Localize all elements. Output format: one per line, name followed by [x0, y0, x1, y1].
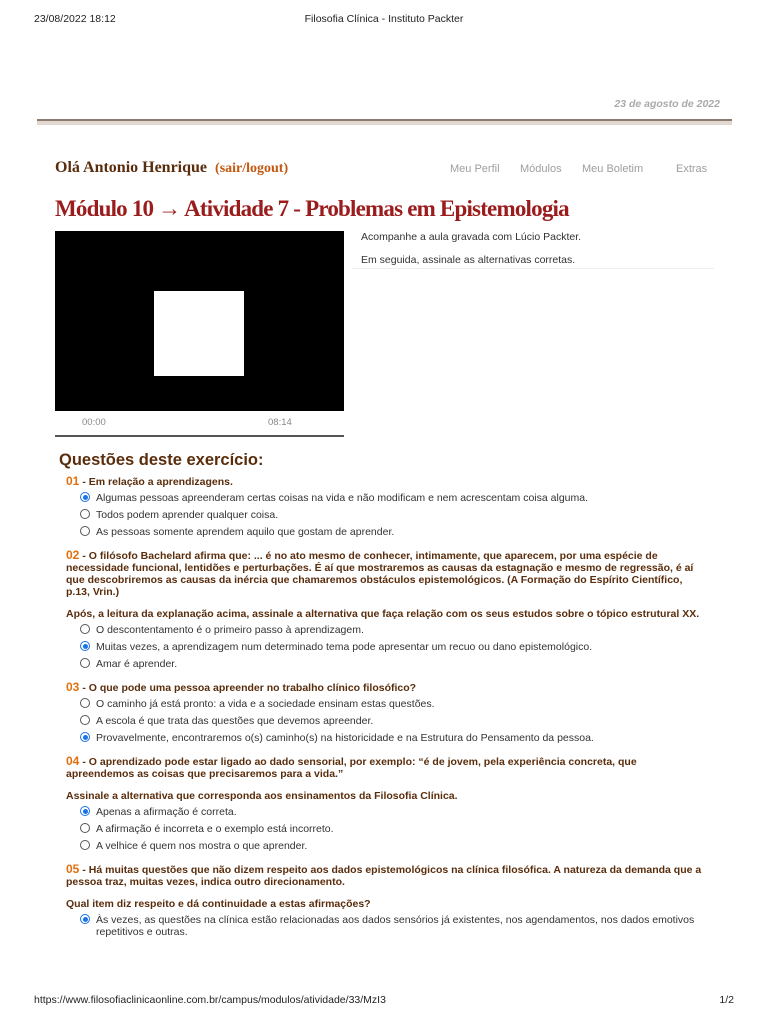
radio-button[interactable]: [80, 526, 90, 536]
radio-button[interactable]: [80, 624, 90, 634]
answer-options: [80, 698, 706, 744]
radio-button-selected[interactable]: [80, 732, 90, 742]
print-page-title: Filosofia Clínica - Instituto Packter: [304, 13, 464, 25]
print-header: [0, 13, 768, 27]
question-number: 04: [66, 754, 80, 768]
answer-option: [80, 492, 706, 504]
video-player[interactable]: [55, 231, 344, 411]
answer-option: [80, 823, 706, 835]
answer-option: [80, 698, 706, 710]
answer-option: [80, 840, 706, 852]
question-instruction: Assinale a alternativa que corresponda aos ensinamentos da Filosofia Clínica.: [66, 790, 458, 802]
answer-option: [80, 509, 706, 521]
radio-button-selected[interactable]: [80, 492, 90, 502]
question-number: 01: [66, 474, 80, 488]
answer-option: [80, 914, 706, 938]
question-02: [66, 549, 706, 670]
radio-button[interactable]: [80, 509, 90, 519]
question-statement: - O aprendizado pode estar ligado ao dado sensorial, por exemplo: “é de jovem, pela experiência concreta, que apreendemos as coisas que precisaremos para a vida.”: [66, 756, 637, 780]
intro-line-2: Em seguida, assinale as alternativas corretas.: [361, 254, 576, 266]
radio-button[interactable]: [80, 658, 90, 668]
radio-button[interactable]: [80, 823, 90, 833]
question-number: 03: [66, 680, 80, 694]
video-controls[interactable]: [55, 411, 344, 437]
answer-options: [80, 914, 706, 938]
header-divider: [37, 119, 732, 125]
user-greeting: [55, 159, 288, 177]
option-label: A escola é que trata das questões que devemos apreender.: [96, 715, 374, 727]
question-statement: - O filósofo Bachelard afirma que: ... é no ato mesmo de conhecer, intimamente, que aparecem, por uma espécie de necessidade funcional, lentidões e perturbações. É aí que mostraremos as causas da estagnação e mesmo de regressão, é aí que descobriremos as causas da inércia que chamaremos obstáculos epistemológicos. (A Formação do Espírito Científico, p.13, Vrin.): [66, 550, 694, 598]
nav-my-report[interactable]: Meu Boletim: [582, 163, 644, 175]
question-text: [66, 475, 706, 488]
radio-button[interactable]: [80, 840, 90, 850]
intro-divider: [352, 268, 714, 269]
option-label: Muitas vezes, a aprendizagem num determinado tema pode apresentar um recuo ou dano epistemológico.: [96, 641, 593, 653]
current-date: 23 de agosto de 2022: [614, 98, 720, 110]
radio-button[interactable]: [80, 698, 90, 708]
answer-option: [80, 732, 706, 744]
question-statement: - Em relação a aprendizagens.: [82, 476, 233, 488]
answer-option: [80, 641, 706, 653]
question-list: [66, 475, 706, 943]
option-label: A velhice é quem nos mostra o que aprender.: [96, 840, 308, 852]
question-statement: - O que pode uma pessoa apreender no trabalho clínico filosófico?: [82, 682, 417, 694]
radio-button[interactable]: [80, 715, 90, 725]
answer-option: [80, 624, 706, 636]
question-number: 05: [66, 862, 80, 876]
answer-option: [80, 526, 706, 538]
question-text: [66, 681, 706, 694]
question-text: [66, 755, 706, 780]
video-duration: 08:14: [268, 417, 292, 428]
nav-modules[interactable]: Módulos: [520, 163, 562, 175]
nav-my-profile[interactable]: Meu Perfil: [450, 163, 500, 175]
radio-button-selected[interactable]: [80, 806, 90, 816]
print-timestamp: 23/08/2022 18:12: [34, 13, 116, 25]
question-instruction: Qual item diz respeito e dá continuidade a estas afirmações?: [66, 898, 371, 910]
question-text: [66, 863, 706, 888]
option-label: A afirmação é incorreta e o exemplo está incorreto.: [96, 823, 334, 835]
greeting-text: Olá Antonio Henrique: [55, 159, 208, 176]
page-title: Módulo 10 → Atividade 7 - Problemas em Epistemologia: [55, 196, 569, 221]
option-label: Apenas a afirmação é correta.: [96, 806, 237, 818]
activity-intro: [361, 231, 581, 266]
answer-options: [80, 492, 706, 538]
option-label: Algumas pessoas apreenderam certas coisas na vida e não modificam e nem acrescentam coisa alguma.: [96, 492, 588, 504]
option-label: Amar é aprender.: [96, 658, 178, 670]
question-01: [66, 475, 706, 538]
answer-option: [80, 715, 706, 727]
option-label: As pessoas somente aprendem aquilo que gostam de aprender.: [96, 526, 395, 538]
intro-line-1: Acompanhe a aula gravada com Lúcio Packter.: [361, 231, 582, 243]
nav-extras[interactable]: Extras: [676, 163, 708, 175]
question-number: 02: [66, 548, 80, 562]
option-label: Às vezes, as questões na clínica estão relacionadas aos dados sensórios já existentes, nos agendamentos, nos dados emotivos repetitivos e outras.: [96, 914, 695, 938]
radio-button-selected[interactable]: [80, 641, 90, 651]
question-05: [66, 863, 706, 938]
page-url: https://www.filosofiaclinicaonline.com.br/campus/modulos/atividade/33/MzI3: [34, 994, 386, 1006]
answer-options: [80, 624, 706, 670]
radio-button-selected[interactable]: [80, 914, 90, 924]
question-statement: - Há muitas questões que não dizem respeito aos dados epistemológicos na clínica filosófica. A natureza da demanda que a pessoa traz, muitas vezes, indica outro direcionamento.: [66, 864, 702, 888]
question-04: [66, 755, 706, 852]
question-instruction: Após, a leitura da explanação acima, assinale a alternativa que faça relação com os seus estudos sobre o tópico estrutural XX.: [66, 608, 700, 620]
option-label: Provavelmente, encontraremos o(s) caminho(s) na historicidade e na Estrutura do Pensamento da pessoa.: [96, 732, 594, 744]
answer-options: [80, 806, 706, 852]
logout-link[interactable]: (sair/logout): [215, 161, 289, 176]
question-03: [66, 681, 706, 744]
answer-option: [80, 658, 706, 670]
answer-option: [80, 806, 706, 818]
option-label: O caminho já está pronto: a vida e a sociedade ensinam estas questões.: [96, 698, 435, 710]
option-label: O descontentamento é o primeiro passo à aprendizagem.: [96, 624, 364, 636]
video-current-time: 00:00: [82, 417, 106, 428]
page-number: 1/2: [719, 994, 734, 1006]
questions-heading: Questões deste exercício:: [59, 451, 264, 469]
question-text: [66, 549, 706, 598]
option-label: Todos podem aprender qualquer coisa.: [96, 509, 279, 521]
video-poster: [154, 291, 244, 376]
